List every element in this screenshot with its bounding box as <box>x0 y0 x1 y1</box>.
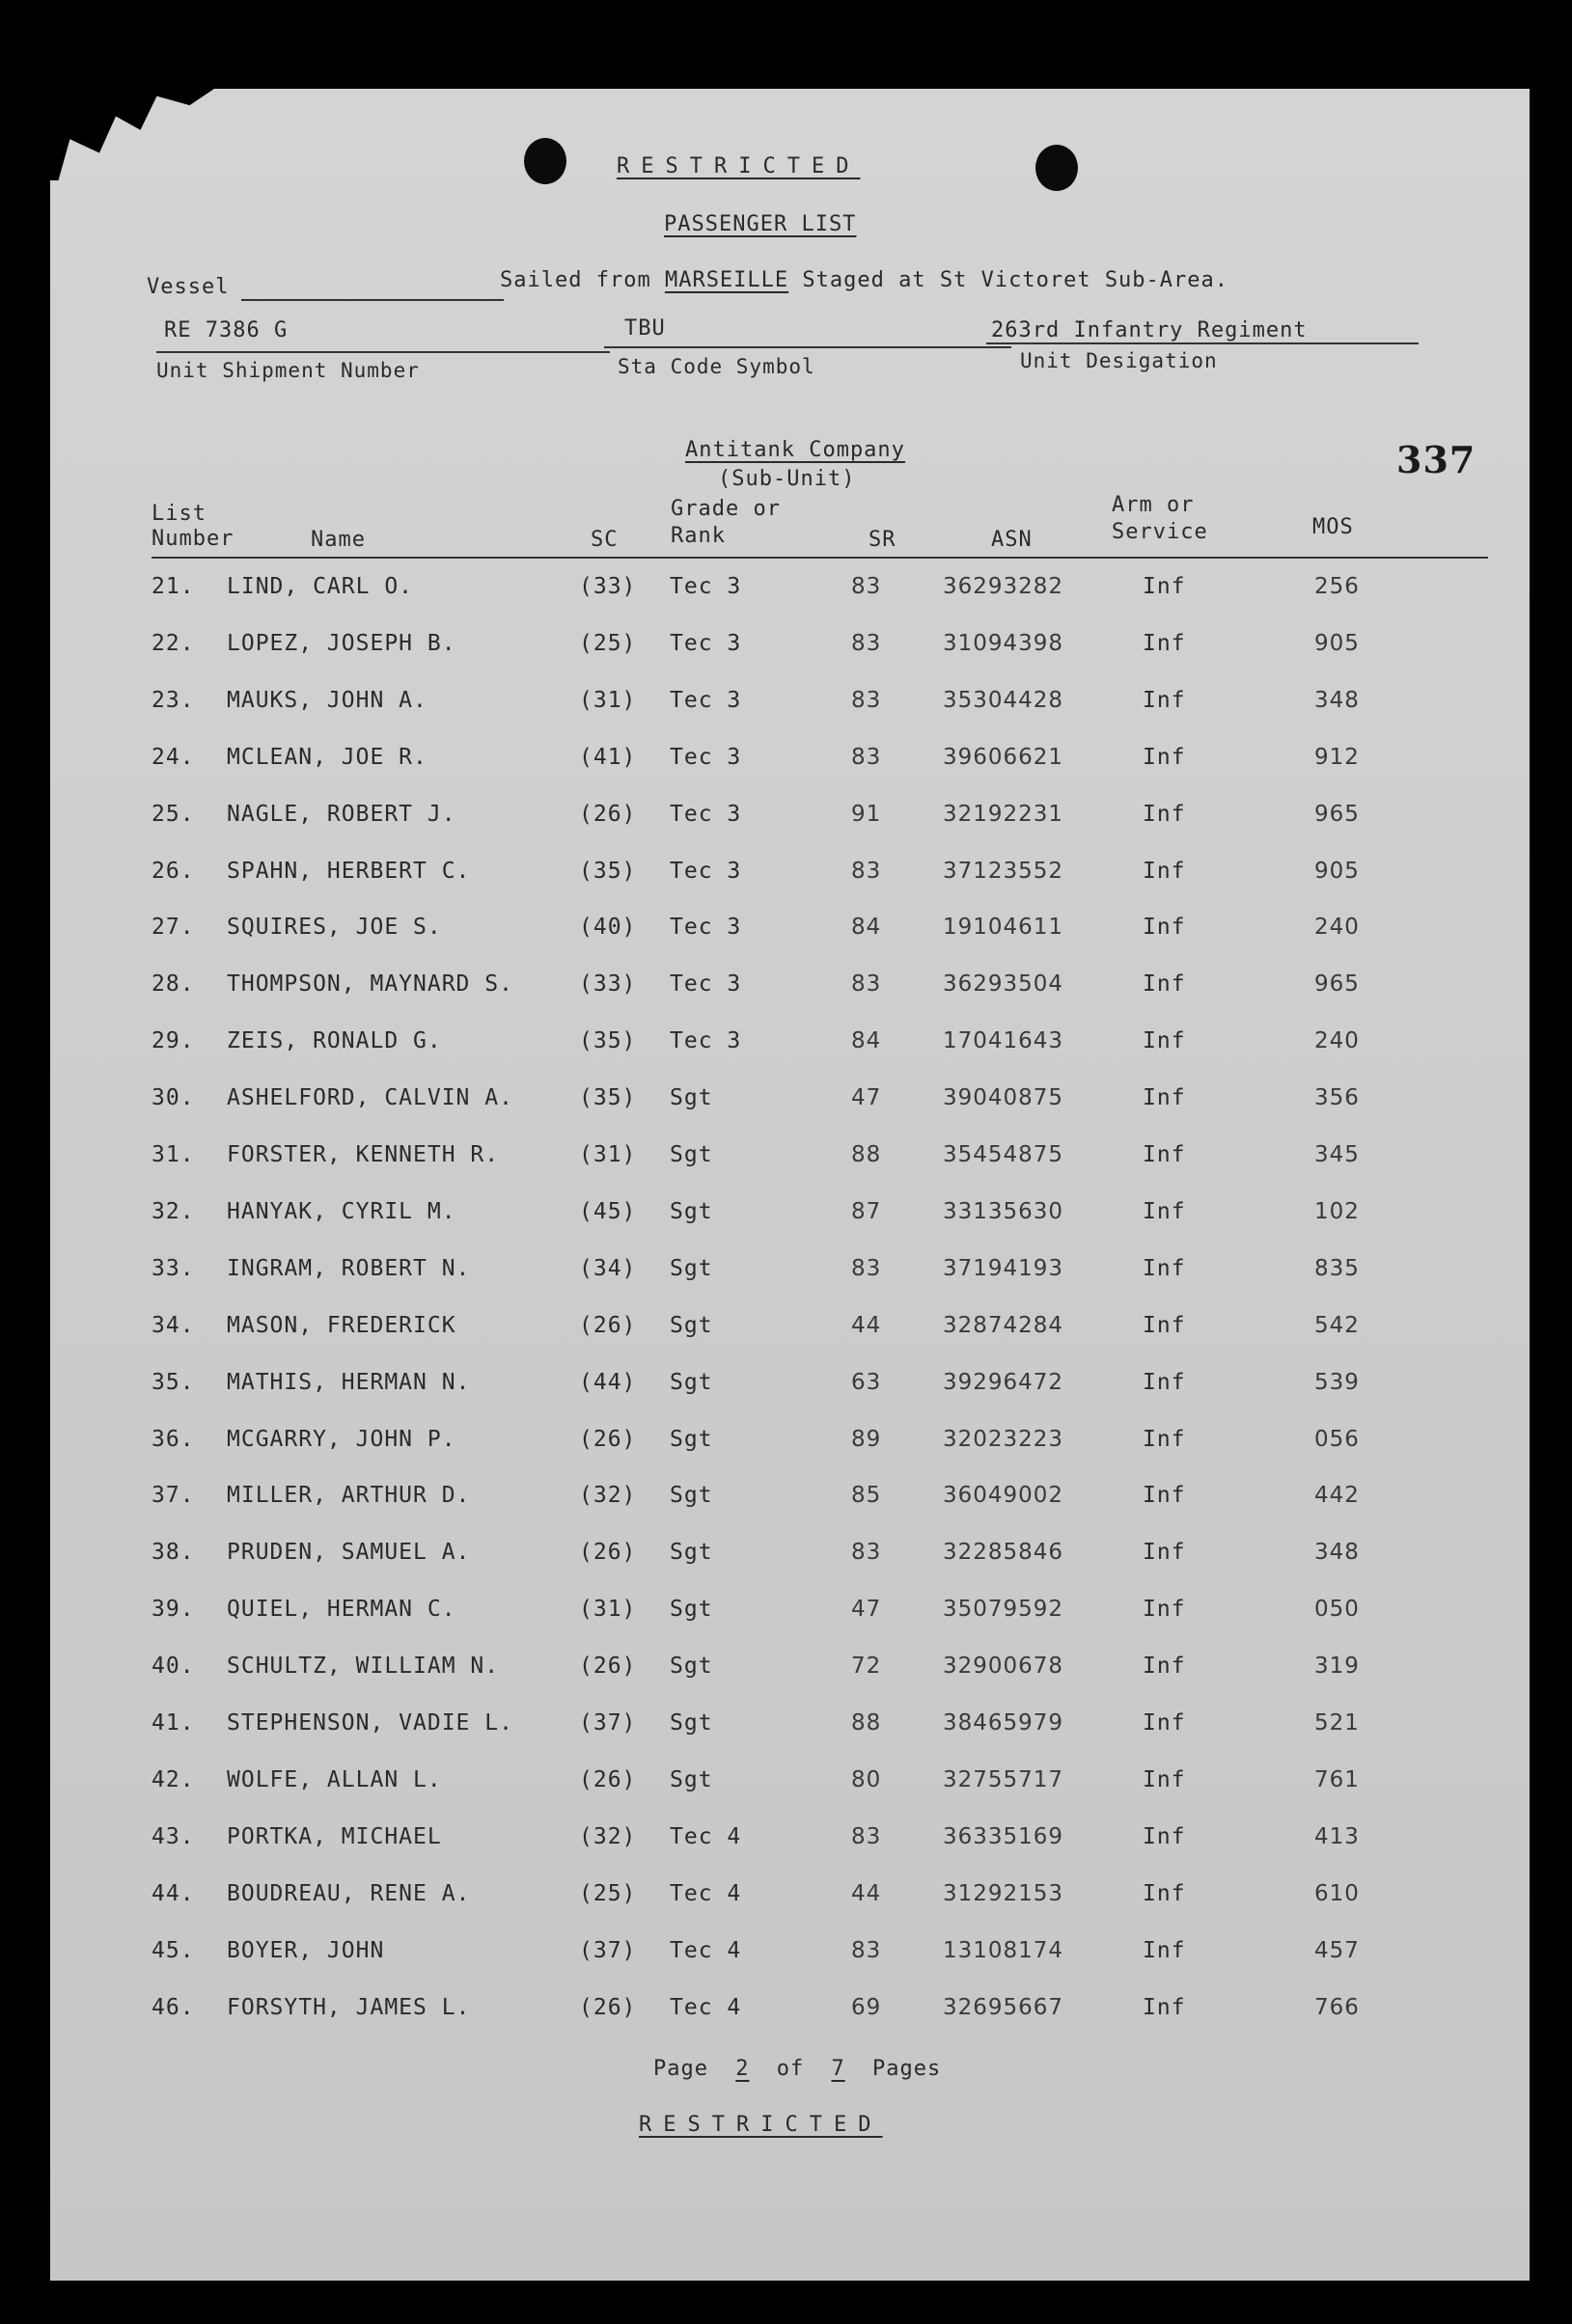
grade-value: Tec 3 <box>670 1028 742 1054</box>
sc-value: (44) <box>579 1369 637 1395</box>
asn-value: 32900678 <box>943 1654 1064 1680</box>
sr-value: 84 <box>851 915 882 941</box>
grade-value: Tec 4 <box>670 1880 742 1906</box>
asn-value: 35454875 <box>943 1142 1064 1167</box>
passenger-name: NAGLE, ROBERT J. <box>227 801 456 827</box>
grade-value: Sgt <box>670 1654 713 1680</box>
list-number: 30. <box>152 1085 195 1111</box>
of-word: of <box>776 2057 805 2081</box>
table-row <box>50 1427 1530 1465</box>
sailed-from-label: Sailed from <box>500 268 651 292</box>
page-current: 2 <box>735 2057 750 2081</box>
sr-value: 83 <box>851 1255 882 1281</box>
sr-value: 83 <box>851 1937 882 1963</box>
asn-value: 13108174 <box>943 1937 1064 1963</box>
arm-value: Inf <box>1143 915 1186 941</box>
arm-value: Inf <box>1143 574 1186 599</box>
sr-value: 63 <box>851 1369 882 1395</box>
sc-value: (26) <box>579 1994 637 2020</box>
asn-value: 19104611 <box>943 915 1064 941</box>
grade-value: Sgt <box>670 1142 713 1167</box>
sc-value: (40) <box>579 915 637 941</box>
sc-value: (41) <box>579 744 637 770</box>
table-row <box>50 1881 1530 1920</box>
sc-value: (35) <box>579 858 637 884</box>
sc-value: (25) <box>579 630 637 656</box>
passenger-name: ZEIS, RONALD G. <box>227 1028 442 1054</box>
sc-value: (25) <box>579 1880 637 1906</box>
col-header-list-number: List Number <box>152 502 234 551</box>
asn-value: 35079592 <box>943 1597 1064 1623</box>
asn-value: 31292153 <box>943 1880 1064 1906</box>
grade-value: Sgt <box>670 1766 713 1792</box>
list-number: 40. <box>152 1654 195 1680</box>
mos-value: 539 <box>1314 1369 1360 1395</box>
sr-value: 83 <box>851 1823 882 1849</box>
list-number: 34. <box>152 1312 195 1338</box>
mos-value: 319 <box>1314 1654 1360 1680</box>
asn-value: 33135630 <box>943 1198 1064 1224</box>
arm-value: Inf <box>1143 1766 1186 1792</box>
asn-value: 39296472 <box>943 1369 1064 1395</box>
list-number: 31. <box>152 1142 195 1167</box>
asn-value: 17041643 <box>943 1028 1064 1054</box>
passenger-name: MCLEAN, JOE R. <box>227 744 427 770</box>
grade-value: Sgt <box>670 1198 713 1224</box>
classification-header: RESTRICTED <box>617 154 861 178</box>
sr-value: 83 <box>851 971 882 998</box>
grade-value: Sgt <box>670 1312 713 1338</box>
table-row <box>50 745 1530 783</box>
passenger-name: LOPEZ, JOSEPH B. <box>227 630 456 656</box>
sta-code-symbol-label: Sta Code Symbol <box>618 355 815 378</box>
asn-value: 38465979 <box>943 1710 1064 1736</box>
rule <box>986 342 1419 344</box>
list-number: 32. <box>152 1198 195 1224</box>
asn-value: 36335169 <box>943 1823 1064 1849</box>
asn-value: 36049002 <box>943 1483 1064 1509</box>
mos-value: 348 <box>1314 1540 1360 1566</box>
arm-value: Inf <box>1143 744 1186 770</box>
arm-value: Inf <box>1143 1426 1186 1452</box>
col-header-mos: MOS <box>1312 515 1354 539</box>
arm-value: Inf <box>1143 1483 1186 1509</box>
pages-word: Pages <box>871 2057 942 2081</box>
table-row <box>50 1085 1530 1124</box>
arm-value: Inf <box>1143 1880 1186 1906</box>
table-row <box>50 1824 1530 1863</box>
sr-value: 84 <box>851 1028 882 1054</box>
table-row <box>50 1654 1530 1692</box>
header-rule <box>152 557 1488 559</box>
col-header-asn: ASN <box>991 528 1033 552</box>
grade-value: Sgt <box>670 1255 713 1281</box>
table-row <box>50 1540 1530 1578</box>
arm-value: Inf <box>1143 1028 1186 1054</box>
grade-value: Tec 3 <box>670 574 742 599</box>
col-header-grade: Grade or Rank <box>671 497 781 548</box>
sr-value: 83 <box>851 858 882 884</box>
arm-value: Inf <box>1143 1312 1186 1338</box>
arm-value: Inf <box>1143 1654 1186 1680</box>
sc-value: (45) <box>579 1198 637 1224</box>
asn-value: 32874284 <box>943 1312 1064 1338</box>
table-row <box>50 1370 1530 1408</box>
arm-value: Inf <box>1143 1823 1186 1849</box>
sc-value: (34) <box>579 1255 637 1281</box>
sc-value: (32) <box>579 1823 637 1849</box>
sta-code-symbol: TBU <box>624 316 666 341</box>
grade-value: Tec 3 <box>670 744 742 770</box>
mos-value: 102 <box>1314 1198 1360 1224</box>
unit-shipment-number-label: Unit Shipment Number <box>156 359 420 382</box>
grade-value: Tec 3 <box>670 971 742 998</box>
table-row <box>50 1483 1530 1521</box>
list-number: 37. <box>152 1483 195 1509</box>
grade-value: Tec 3 <box>670 801 742 827</box>
table-row <box>50 1199 1530 1238</box>
sc-value: (26) <box>579 1654 637 1680</box>
sailed-port: MARSEILLE <box>664 268 789 292</box>
document-title: PASSENGER LIST <box>664 212 857 236</box>
sc-value: (33) <box>579 971 637 998</box>
list-number: 45. <box>152 1937 195 1963</box>
sr-value: 83 <box>851 574 882 599</box>
grade-value: Sgt <box>670 1710 713 1736</box>
arm-value: Inf <box>1143 1937 1186 1963</box>
vessel-label: Vessel <box>147 275 230 299</box>
asn-value: 37194193 <box>943 1255 1064 1281</box>
table-row <box>50 574 1530 613</box>
sc-value: (35) <box>579 1085 637 1111</box>
mos-value: 835 <box>1314 1255 1360 1281</box>
table-row <box>50 802 1530 840</box>
passenger-name: BOYER, JOHN <box>227 1937 385 1963</box>
arm-value: Inf <box>1143 971 1186 998</box>
arm-value: Inf <box>1143 630 1186 656</box>
passenger-name: WOLFE, ALLAN L. <box>227 1766 442 1792</box>
col-header-sc: SC <box>591 528 619 552</box>
passenger-name: MCGARRY, JOHN P. <box>227 1426 456 1452</box>
col-header-arm: Arm or Service <box>1112 493 1208 544</box>
sr-value: 47 <box>851 1597 882 1623</box>
grade-value: Sgt <box>670 1369 713 1395</box>
table-row <box>50 971 1530 1010</box>
passenger-name: MILLER, ARTHUR D. <box>227 1483 471 1509</box>
table-row <box>50 688 1530 726</box>
staged-line: Staged at St Victoret Sub-Area. <box>802 268 1229 292</box>
arm-value: Inf <box>1143 801 1186 827</box>
mos-value: 766 <box>1314 1994 1360 2020</box>
passenger-name: ASHELFORD, CALVIN A. <box>227 1085 513 1111</box>
sc-value: (26) <box>579 1540 637 1566</box>
sr-value: 83 <box>851 687 882 713</box>
sr-value: 72 <box>851 1654 882 1680</box>
table-row <box>50 1938 1530 1977</box>
passenger-name: FORSYTH, JAMES L. <box>227 1994 471 2020</box>
list-number: 35. <box>152 1369 195 1395</box>
page-total: 7 <box>831 2057 845 2081</box>
arm-value: Inf <box>1143 858 1186 884</box>
passenger-name: SQUIRES, JOE S. <box>227 915 442 941</box>
sr-value: 88 <box>851 1142 882 1167</box>
sc-value: (26) <box>579 1766 637 1792</box>
sc-value: (32) <box>579 1483 637 1509</box>
list-number: 29. <box>152 1028 195 1054</box>
grade-value: Tec 3 <box>670 687 742 713</box>
passenger-name: LIND, CARL O. <box>227 574 414 599</box>
table-row <box>50 859 1530 897</box>
passenger-name: INGRAM, ROBERT N. <box>227 1255 471 1281</box>
table-row <box>50 1710 1530 1749</box>
sc-value: (26) <box>579 801 637 827</box>
sr-value: 89 <box>851 1426 882 1452</box>
list-number: 28. <box>152 971 195 998</box>
passenger-name: PORTKA, MICHAEL <box>227 1823 442 1849</box>
mos-value: 912 <box>1314 744 1360 770</box>
sr-value: 85 <box>851 1483 882 1509</box>
table-row <box>50 1313 1530 1352</box>
sub-unit-label: (Sub-Unit) <box>718 467 856 491</box>
sc-value: (33) <box>579 574 637 599</box>
sr-value: 44 <box>851 1880 882 1906</box>
passenger-name: MATHIS, HERMAN N. <box>227 1369 471 1395</box>
asn-value: 31094398 <box>943 630 1064 656</box>
grade-value: Sgt <box>670 1426 713 1452</box>
passenger-name: QUIEL, HERMAN C. <box>227 1597 456 1623</box>
sr-value: 88 <box>851 1710 882 1736</box>
mos-value: 056 <box>1314 1426 1360 1452</box>
sr-value: 47 <box>851 1085 882 1111</box>
list-number: 42. <box>152 1766 195 1792</box>
mos-value: 610 <box>1314 1880 1360 1906</box>
arm-value: Inf <box>1143 1255 1186 1281</box>
mos-value: 050 <box>1314 1597 1360 1623</box>
sub-unit: Antitank Company <box>685 438 905 462</box>
asn-value: 35304428 <box>943 687 1064 713</box>
arm-value: Inf <box>1143 1142 1186 1167</box>
page-counter <box>653 2057 941 2081</box>
document-page <box>50 89 1530 2281</box>
arm-value: Inf <box>1143 1540 1186 1566</box>
list-number: 26. <box>152 858 195 884</box>
asn-value: 32023223 <box>943 1426 1064 1452</box>
mos-value: 761 <box>1314 1766 1360 1792</box>
table-row <box>50 1597 1530 1635</box>
list-number: 27. <box>152 915 195 941</box>
rule <box>604 346 1011 348</box>
asn-value: 39606621 <box>943 744 1064 770</box>
sc-value: (26) <box>579 1426 637 1452</box>
grade-value: Tec 3 <box>670 858 742 884</box>
col-header-sr: SR <box>869 528 896 552</box>
grade-value: Sgt <box>670 1085 713 1111</box>
asn-value: 32285846 <box>943 1540 1064 1566</box>
grade-value: Sgt <box>670 1540 713 1566</box>
passenger-name: SCHULTZ, WILLIAM N. <box>227 1654 500 1680</box>
mos-value: 256 <box>1314 574 1360 599</box>
sc-value: (31) <box>579 1597 637 1623</box>
sr-value: 83 <box>851 630 882 656</box>
asn-value: 32192231 <box>943 801 1064 827</box>
passenger-name: SPAHN, HERBERT C. <box>227 858 471 884</box>
classification-footer: RESTRICTED <box>639 2113 883 2137</box>
passenger-name: BOUDREAU, RENE A. <box>227 1880 471 1906</box>
passenger-name: MASON, FREDERICK <box>227 1312 456 1338</box>
mos-value: 442 <box>1314 1483 1360 1509</box>
sc-value: (35) <box>579 1028 637 1054</box>
punch-hole <box>1035 145 1078 191</box>
mos-value: 905 <box>1314 858 1360 884</box>
sc-value: (31) <box>579 1142 637 1167</box>
list-number: 43. <box>152 1823 195 1849</box>
arm-value: Inf <box>1143 687 1186 713</box>
list-number: 41. <box>152 1710 195 1736</box>
mos-value: 521 <box>1314 1710 1360 1736</box>
arm-value: Inf <box>1143 1994 1186 2020</box>
grade-value: Sgt <box>670 1483 713 1509</box>
page-stamp: 337 <box>1396 438 1476 481</box>
list-number: 39. <box>152 1597 195 1623</box>
sailed-line <box>500 268 1228 292</box>
asn-value: 32755717 <box>943 1766 1064 1792</box>
punch-hole <box>524 138 566 184</box>
passenger-name: THOMPSON, MAYNARD S. <box>227 971 513 998</box>
list-number: 24. <box>152 744 195 770</box>
mos-value: 240 <box>1314 1028 1360 1054</box>
mos-value: 905 <box>1314 630 1360 656</box>
mos-value: 345 <box>1314 1142 1360 1167</box>
sc-value: (31) <box>579 687 637 713</box>
list-number: 25. <box>152 801 195 827</box>
mos-value: 348 <box>1314 687 1360 713</box>
table-row <box>50 1142 1530 1181</box>
table-row <box>50 1256 1530 1295</box>
grade-value: Tec 4 <box>670 1994 742 2020</box>
list-number: 23. <box>152 687 195 713</box>
arm-value: Inf <box>1143 1710 1186 1736</box>
torn-corner <box>50 89 214 180</box>
vessel-blank <box>241 299 504 301</box>
list-number: 38. <box>152 1540 195 1566</box>
mos-value: 542 <box>1314 1312 1360 1338</box>
sc-value: (26) <box>579 1312 637 1338</box>
unit-designation: 263rd Infantry Regiment <box>991 318 1308 342</box>
list-number: 36. <box>152 1426 195 1452</box>
sr-value: 80 <box>851 1766 882 1792</box>
sc-value: (37) <box>579 1710 637 1736</box>
page-word: Page <box>653 2057 708 2081</box>
sc-value: (37) <box>579 1937 637 1963</box>
arm-value: Inf <box>1143 1369 1186 1395</box>
table-row <box>50 1028 1530 1067</box>
rule <box>156 351 610 353</box>
mos-value: 240 <box>1314 915 1360 941</box>
passenger-name: STEPHENSON, VADIE L. <box>227 1710 513 1736</box>
asn-value: 32695667 <box>943 1994 1064 2020</box>
asn-value: 39040875 <box>943 1085 1064 1111</box>
mos-value: 356 <box>1314 1085 1360 1111</box>
grade-value: Tec 3 <box>670 915 742 941</box>
list-number: 22. <box>152 630 195 656</box>
passenger-name: FORSTER, KENNETH R. <box>227 1142 500 1167</box>
mos-value: 965 <box>1314 971 1360 998</box>
list-number: 21. <box>152 574 195 599</box>
unit-designation-label: Unit Desigation <box>1020 349 1218 372</box>
table-row <box>50 1995 1530 2034</box>
sr-value: 91 <box>851 801 882 827</box>
mos-value: 413 <box>1314 1823 1360 1849</box>
list-number: 46. <box>152 1994 195 2020</box>
asn-value: 37123552 <box>943 858 1064 884</box>
asn-value: 36293282 <box>943 574 1064 599</box>
passenger-name: MAUKS, JOHN A. <box>227 687 427 713</box>
passenger-name: PRUDEN, SAMUEL A. <box>227 1540 471 1566</box>
grade-value: Tec 3 <box>670 630 742 656</box>
grade-value: Tec 4 <box>670 1823 742 1849</box>
sr-value: 69 <box>851 1994 882 2020</box>
grade-value: Tec 4 <box>670 1937 742 1963</box>
sr-value: 44 <box>851 1312 882 1338</box>
unit-shipment-number: RE 7386 G <box>164 318 289 342</box>
arm-value: Inf <box>1143 1597 1186 1623</box>
list-number: 44. <box>152 1880 195 1906</box>
asn-value: 36293504 <box>943 971 1064 998</box>
table-row <box>50 915 1530 953</box>
passenger-name: HANYAK, CYRIL M. <box>227 1198 456 1224</box>
list-number: 33. <box>152 1255 195 1281</box>
mos-value: 965 <box>1314 801 1360 827</box>
table-row <box>50 631 1530 670</box>
table-row <box>50 1767 1530 1806</box>
col-header-name: Name <box>311 528 366 552</box>
arm-value: Inf <box>1143 1085 1186 1111</box>
arm-value: Inf <box>1143 1198 1186 1224</box>
sr-value: 83 <box>851 744 882 770</box>
sr-value: 83 <box>851 1540 882 1566</box>
mos-value: 457 <box>1314 1937 1360 1963</box>
grade-value: Sgt <box>670 1597 713 1623</box>
sr-value: 87 <box>851 1198 882 1224</box>
